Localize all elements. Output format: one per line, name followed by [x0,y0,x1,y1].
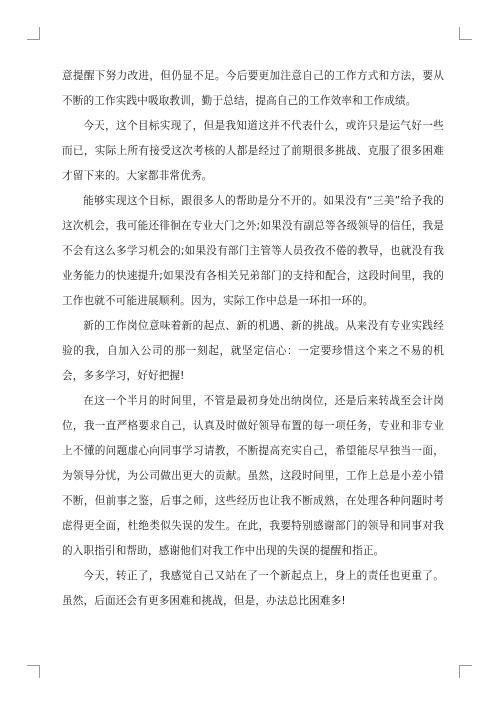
paragraph-continuation: 意提醒下努力改进，但仍显不足。今后要更加注意自己的工作方式和方法，要从不断的工作实践中吸取教训，勤于总结，提高自己的工作效率和工作成绩。 [62,70,444,107]
crop-mark-top-left [27,27,40,40]
paragraph-thanks-help: 能够实现这个目标，跟很多人的帮助是分不开的。如果没有“三美”给予我的这次机会，我可能还徘徊在专业大门之外;如果没有副总等各级领导的信任，我是不会有这么多学习机会的;如果没有部门主管等人员孜孜不倦的教导，也就没有我业务能力的快速提升;如果没有各相关兄弟部门的支持和配合，这段时间里，我的工作也就不可能进展顺利。因为，实际工作中总是一环扣一环的。 [62,195,444,307]
paragraph-conclusion: 今天，转正了，我感觉自己又站在了一个新起点上，身上的责任也更重了。虽然，后面还会有更多困难和挑战，但是，办法总比困难多! [62,570,444,607]
paragraph-goal-achieved: 今天，这个目标实现了，但是我知道这并不代表什么，或许只是运气好一些而已，实际上所有接受这次考核的人都是经过了前期很多挑战、克服了很多困难才留下来的。大家都非常优秀。 [62,120,444,182]
crop-mark-bottom-left [27,665,40,678]
paragraph-work-review: 在这一个半月的时间里，不管是最初身处出纳岗位，还是后来转战至会计岗位，我一直严格要求自己，认真及时做好领导布置的每一项任务，专业和非专业上不懂的问题虚心向同事学习请教，不断提高充实自己，希望能尽早独当一面，为领导分忧，为公司做出更大的贡献。虽然，这段时间里，工作上总是小差小错不断，但前事之鉴，后事之师，这些经历也让我不断成熟，在处理各种问题时考虑得更全面，杜绝类似失误的发生。在此，我要特别感谢部门的领导和同事对我的入职指引和帮助，感谢他们对我工作中出现的失误的提醒和指正。 [62,395,444,557]
paragraph-new-position: 新的工作岗位意味着新的起点、新的机遇、新的挑战。从来没有专业实践经验的我，自加入公司的那一刻起，就坚定信心：一定要珍惜这个来之不易的机会，多多学习，好好把握! [62,320,444,382]
crop-mark-bottom-right [459,665,472,678]
document-body [62,64,444,614]
crop-mark-top-right [459,27,472,40]
